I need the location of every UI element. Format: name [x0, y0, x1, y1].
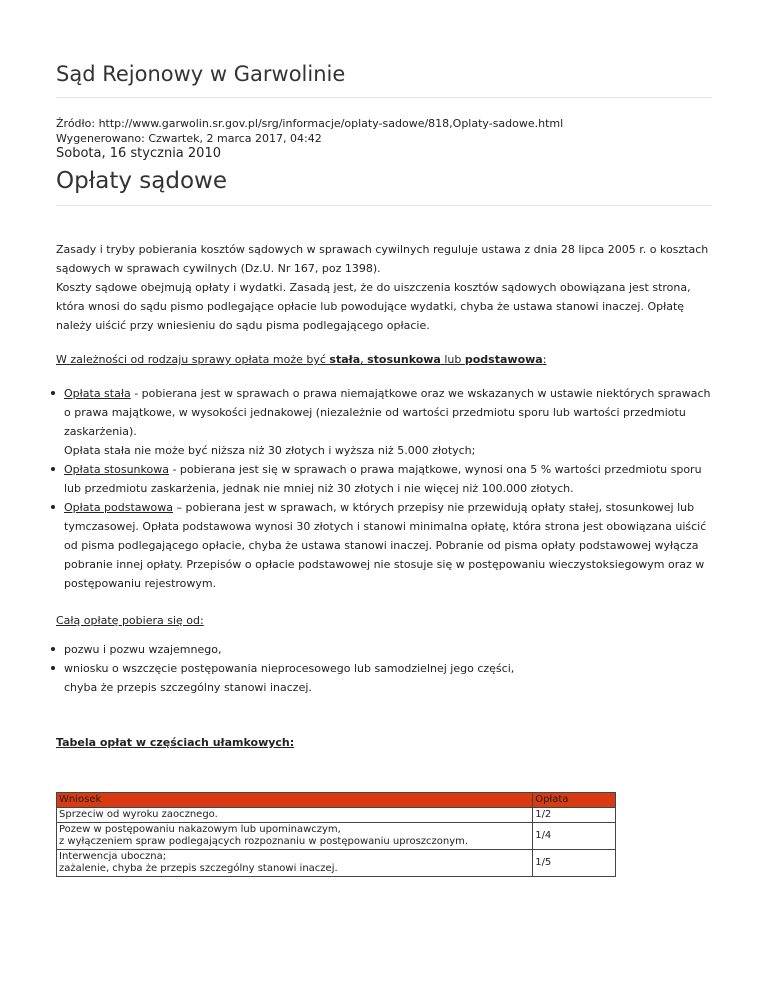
table-row [57, 823, 616, 850]
header-cell-fee: Opłata [533, 793, 616, 808]
table-cell-fee: 1/5 [533, 850, 616, 877]
fee-table-title: Tabela opłat w częściach ułamkowych: [56, 736, 295, 749]
site-title: Sąd Rejonowy w Garwolinie [56, 62, 346, 86]
intro-text-1: Zasady i tryby pobierania kosztów sądowych w sprawach cywilnych reguluje ustawa z dnia 28 lipca 2005 r. o kosztach sądowych w sprawach cywilnych (Dz.U. Nr 167, poz 1398). [56, 243, 709, 275]
article-title: Opłaty sądowe [56, 168, 227, 194]
list-item: pozwu i pozwu wzajemnego, [56, 640, 712, 659]
list-item [56, 498, 712, 593]
full-fee-list [56, 640, 712, 697]
fee-types-suffix: : [542, 353, 547, 366]
table-cell-request [57, 850, 533, 877]
fee-type-fixed-term: stała [329, 353, 361, 366]
table-cell-request [57, 808, 533, 823]
fee-types-sep1: , [360, 353, 368, 366]
list-item-text: wniosku o wszczęcie postępowania nieprocesowego lub samodzielnej jego części, [64, 662, 515, 675]
cell-line: Sprzeciw od wyroku zaocznego. [59, 809, 218, 820]
fee-type-basic-term: podstawowa [464, 353, 543, 366]
table-row [57, 850, 616, 877]
full-fee-intro [56, 614, 204, 627]
fee-type-proportional-term: stosunkowa [367, 353, 441, 366]
fee-types-prefix: W zależności od rodzaju sprawy opłata może być [56, 353, 330, 366]
publication-date: Sobota, 16 stycznia 2010 [56, 146, 221, 161]
fee-type-note: Opłata stała nie może być niższa niż 30 złotych i wyższa niż 5.000 złotych; [64, 444, 476, 457]
fee-type-name: Opłata stała [64, 387, 131, 400]
fee-types-intro [56, 353, 546, 366]
cell-line: zażalenie, chyba że przepis szczególny stanowi inaczej. [59, 863, 338, 874]
fee-type-name: Opłata stosunkowa [64, 463, 169, 476]
fee-type-text: - pobierana jest się w sprawach o prawa majątkowe, wynosi ona 5 % wartości przedmiotu sporu lub przedmiotu zaskarżenia, jednak nie mniej niż 30 złotych i nie więcej niż 100.000 złotych. [64, 463, 702, 495]
list-item [56, 460, 712, 498]
table-cell-request [57, 823, 533, 850]
table-cell-fee: 1/4 [533, 823, 616, 850]
fee-types-list [56, 384, 712, 593]
header-divider [56, 97, 712, 98]
list-item [56, 384, 712, 460]
intro-text-2: Koszty sądowe obejmują opłaty i wydatki. Zasadą jest, że do uiszczenia kosztów sądowych obowiązana jest strona, która wnosi do sądu pismo podlegające opłacie lub powodujące wydatki, chyba że ustawa stanowi inaczej. Opłatę należy uiścić przy wniesieniu do sądu pisma podlegającego opłacie. [56, 281, 691, 332]
full-fee-note: chyba że przepis szczególny stanowi inaczej. [64, 681, 312, 694]
title-divider [56, 205, 712, 206]
cell-line: z wyłączeniem spraw podlegających rozpoznaniu w postępowaniu uproszczonym. [59, 836, 469, 847]
generated-line: Wygenerowano: Czwartek, 2 marca 2017, 04:42 [56, 132, 322, 145]
fee-type-name: Opłata podstawowa [64, 501, 174, 514]
fee-type-text: - pobierana jest w sprawach o prawa niemajątkowe oraz we wskazanych w ustawie niektórych sprawach o prawa majątkowe, w wysokości jednakowej (niezależnie od wartości przedmiotu sporu lub wartości przedmiotu zaskarżenia). [64, 387, 711, 438]
table-cell-fee: 1/2 [533, 808, 616, 823]
cell-line: Interwencja uboczna; [59, 851, 167, 862]
fee-types-sep2: lub [440, 353, 465, 366]
fee-type-text: – pobierana jest w sprawach, w których przepisy nie przewidują opłaty stałej, stosunkowej lub tymczasowej. Opłata podstawowa wynosi 30 złotych i stanowi minimalna opłatę, która strona jest obowiązana uiścić od pisma podlegającego opłacie, chyba że ustawa stanowi inaczej. Pobranie od pisma opłaty podstawowej wyłącza pobranie innej opłaty. Przepisów o opłacie podstawowej nie stosuje się w postępowaniu wieczystoksiegowym oraz w postępowaniu rejestrowym. [64, 501, 707, 590]
fee-table [56, 792, 616, 877]
header-cell-request: Wniosek [57, 793, 533, 808]
full-fee-intro-text: Całą opłatę pobiera się od: [56, 614, 204, 627]
table-header-row [57, 793, 616, 808]
table-row [57, 808, 616, 823]
cell-line: Pozew w postępowaniu nakazowym lub upominawczym, [59, 824, 341, 835]
intro-paragraph [56, 240, 712, 335]
list-item [56, 659, 712, 697]
source-line: Źródło: http://www.garwolin.sr.gov.pl/srg/informacje/oplaty-sadowe/818,Oplaty-sadowe.html [56, 117, 564, 130]
